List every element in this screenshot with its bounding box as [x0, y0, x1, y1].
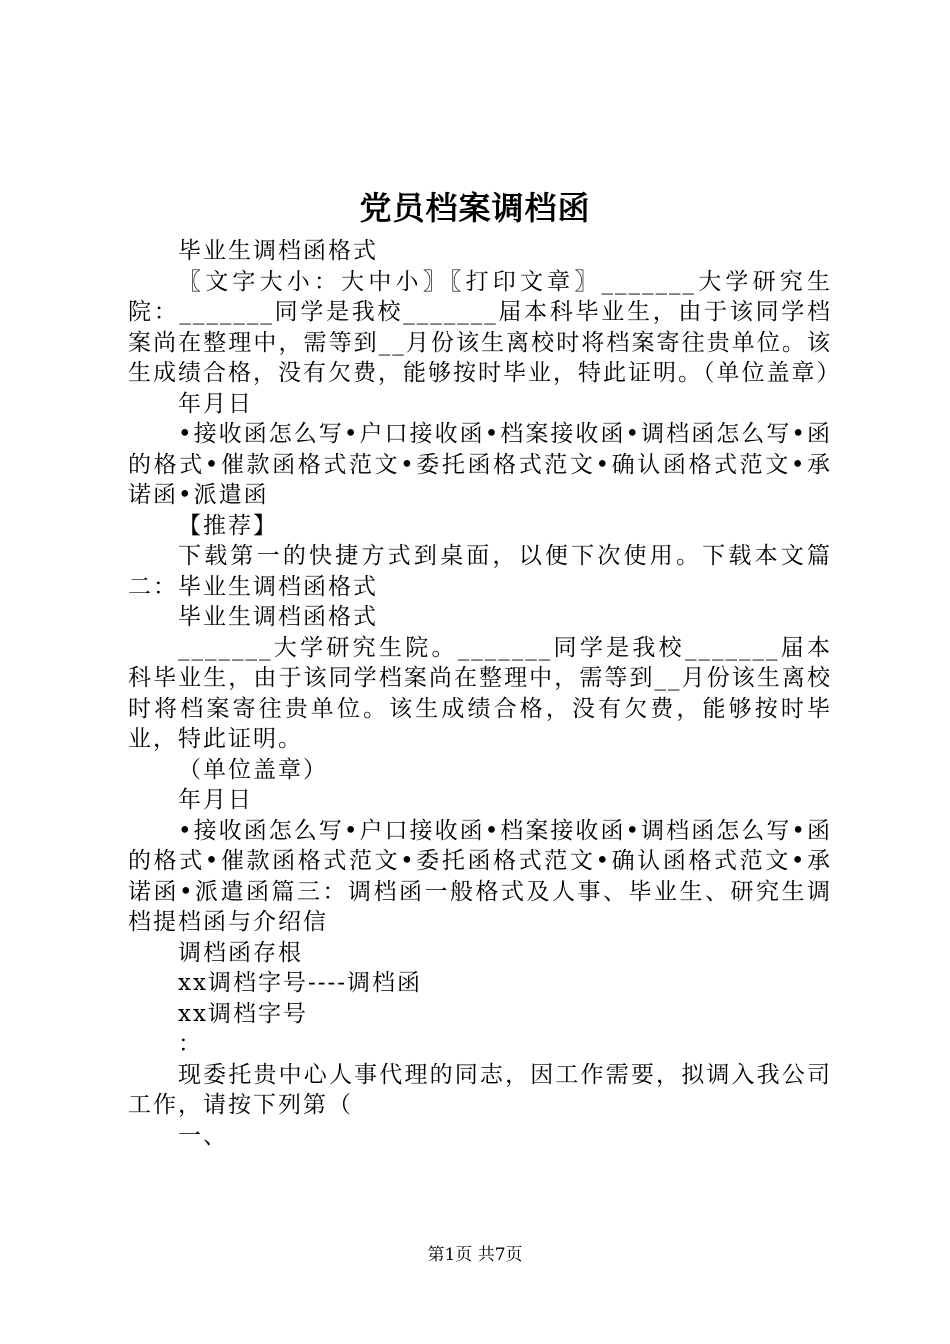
paragraph: •接收函怎么写•户口接收函•档案接收函•调档函怎么写•函的格式•催款函格式范文•委托函格式范文•确认函格式范文•承诺函•派遣函篇三：调档函一般格式及人事、毕业生、研究生调档提档函与介绍信: [128, 817, 832, 935]
paragraph: 现委托贵中心人事代理的同志，因工作需要，拟调入我公司工作，请按下列第（: [128, 1061, 832, 1118]
paragraph: 【推荐】: [178, 512, 278, 539]
paragraph: xx调档字号----调档函: [178, 970, 423, 996]
page-number-footer: 第1页 共7页: [427, 1245, 523, 1265]
paragraph: _______大学研究生院。_______同学是我校_______届本科毕业生，由于该同学档案尚在整理中，需等到__月份该生离校时将档案寄往贵单位。该生成绩合格，没有欠费，能够按时毕业，特此证明。: [128, 634, 832, 752]
paragraph: 年月日: [178, 390, 253, 417]
paragraph: 毕业生调档函格式: [178, 238, 378, 264]
paragraph: 调档函存根: [178, 939, 303, 966]
paragraph: 年月日: [178, 787, 253, 813]
document-body: [128, 236, 842, 1151]
paragraph: ：: [178, 1031, 203, 1057]
paragraph: 毕业生调档函格式: [178, 604, 378, 630]
paragraph: xx调档字号: [178, 1000, 308, 1027]
paragraph: 下载第一的快捷方式到桌面，以便下次使用。下载本文篇二：毕业生调档函格式: [128, 543, 832, 600]
paragraph: •接收函怎么写•户口接收函•档案接收函•调档函怎么写•函的格式•催款函格式范文•委托函格式范文•确认函格式范文•承诺函•派遣函: [128, 421, 832, 508]
paragraph: （单位盖章）: [178, 756, 328, 783]
paragraph: 一、: [178, 1122, 228, 1149]
paragraph: 〖文字大小：大中小〗〖打印文章〗_______大学研究生院：_______同学是我校_______届本科毕业生，由于该同学档案尚在整理中，需等到__月份该生离校时将档案寄往贵单位。该生成绩合格，没有欠费，能够按时毕业，特此证明。（单位盖章）: [128, 268, 842, 386]
document-title: 党员档案调档函: [359, 189, 591, 227]
